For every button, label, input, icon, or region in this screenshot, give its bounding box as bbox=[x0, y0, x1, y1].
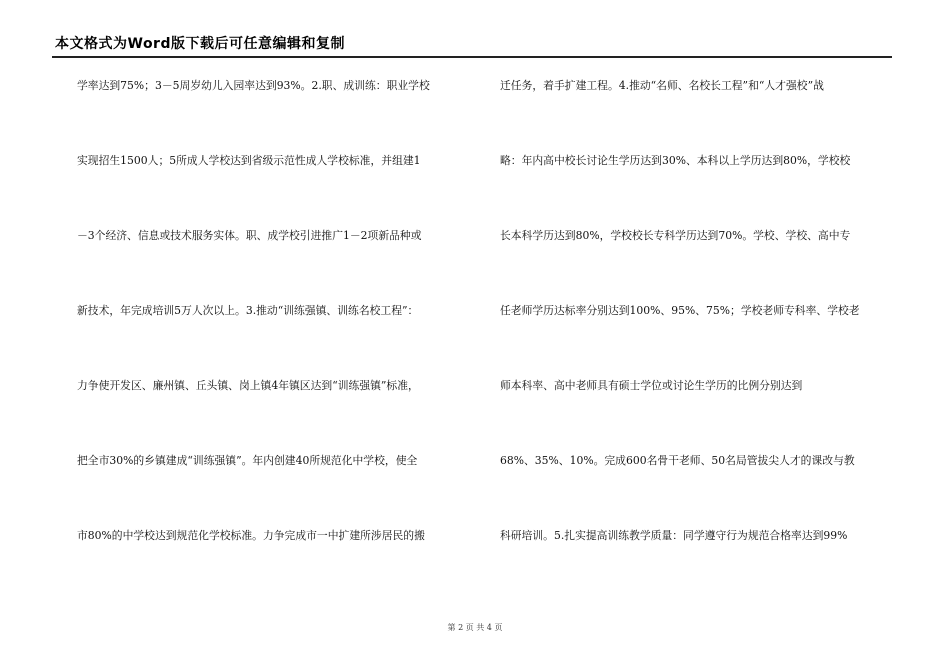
left-line-4: 新技术，年完成培训5万人次以上。3.推动“训练强镇、训练名校工程”： bbox=[77, 304, 419, 317]
left-line-2: 实现招生1500人；5所成人学校达到省级示范性成人学校标准，并组建1 bbox=[77, 154, 421, 167]
page-number-footer: 第 2 页 共 4 页 bbox=[447, 623, 503, 632]
left-line-6: 把全市30%的乡镇建成“训练强镇”。年内创建40所规范化中学校，使全 bbox=[77, 454, 418, 467]
right-line-6: 68%、35%、10%。完成600名骨干老师、50名局管拔尖人才的课改与教 bbox=[500, 454, 855, 467]
left-line-5: 力争使开发区、廉州镇、丘头镇、岗上镇4年镇区达到“训练强镇”标准， bbox=[77, 379, 419, 392]
right-line-2: 略：年内高中校长讨论生学历达到30%、本科以上学历达到80%，学校校 bbox=[500, 154, 851, 167]
right-line-3: 长本科学历达到80%，学校校长专科学历达到70%。学校、学校、高中专 bbox=[500, 229, 851, 242]
right-line-7: 科研培训。5.扎实提高训练教学质量：同学遵守行为规范合格率达到99% bbox=[500, 529, 848, 542]
left-line-1: 学率达到75%；3－5周岁幼儿入园率达到93%。2.职、成训练：职业学校 bbox=[77, 79, 430, 92]
header-divider bbox=[52, 56, 892, 58]
left-line-7: 市80%的中学校达到规范化学校标准。力争完成市一中扩建所涉居民的搬 bbox=[77, 529, 425, 542]
right-line-4: 任老师学历达标率分别达到100%、95%、75%；学校老师专科率、学校老 bbox=[500, 304, 860, 317]
document-header-title: 本文格式为Word版下载后可任意编辑和复制 bbox=[55, 36, 345, 52]
left-line-3: －3个经济、信息或技术服务实体。职、成学校引进推广1－2项新品种或 bbox=[77, 229, 422, 242]
right-line-5: 师本科率、高中老师具有硕士学位或讨论生学历的比例分别达到 bbox=[500, 379, 803, 392]
right-line-1: 迁任务，着手扩建工程。4.推动“名师、名校长工程”和“人才强校”战 bbox=[500, 79, 824, 92]
